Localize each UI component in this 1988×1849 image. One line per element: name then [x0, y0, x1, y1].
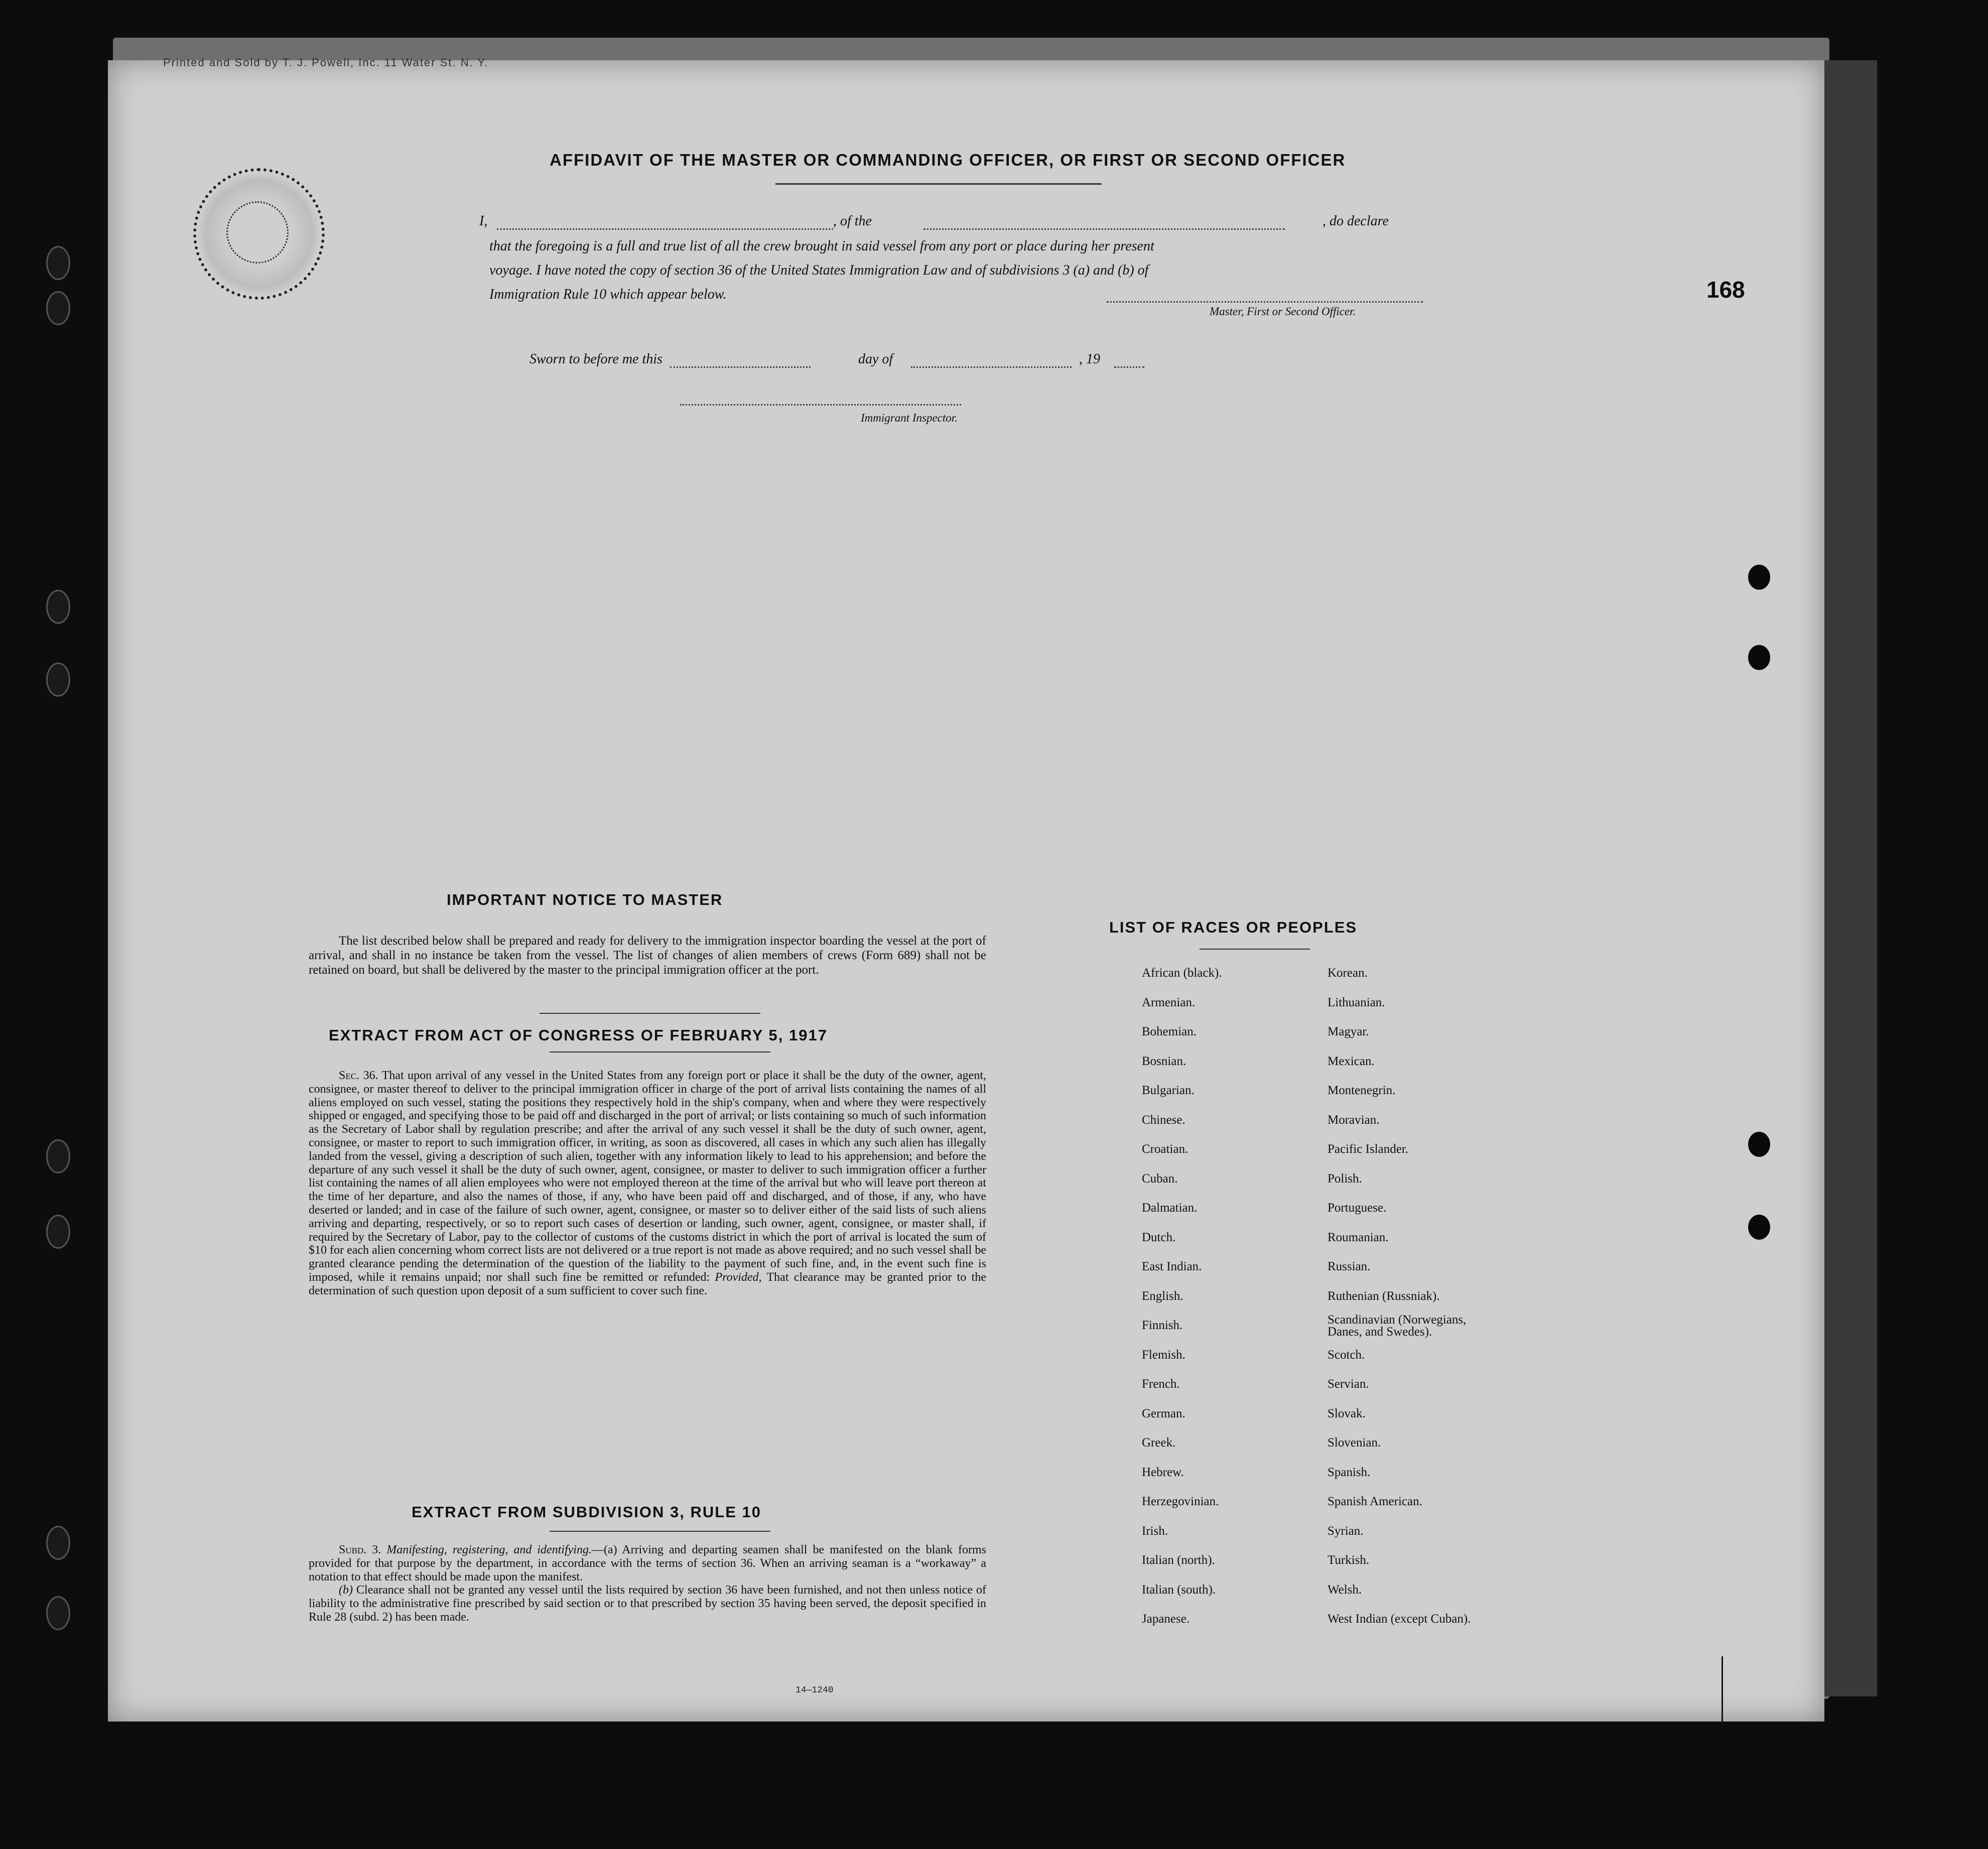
inspector-caption: Immigrant Inspector. — [861, 412, 958, 424]
race-entry: Magyar. — [1328, 1025, 1369, 1038]
race-entry: Moravian. — [1328, 1113, 1380, 1127]
bleed-through-row: ⠀ — [228, 434, 241, 453]
race-entry: Russian. — [1328, 1260, 1371, 1273]
affidavit-line-3: voyage. I have noted the copy of section 36 of the United States Immigration Law and of subdivisions 3 (a) and (b) of — [489, 262, 1149, 278]
affidavit-line-2: that the foregoing is a full and true list of all the crew brought in said vessel from any port or place during her present — [489, 238, 1154, 254]
race-entry: West Indian (except Cuban). — [1328, 1612, 1471, 1626]
race-entry: Dalmatian. — [1142, 1201, 1198, 1215]
signature-blank — [1107, 301, 1423, 303]
race-entry: Italian (north). — [1142, 1553, 1215, 1567]
name-blank — [497, 228, 833, 230]
race-entry: Montenegrin. — [1328, 1084, 1396, 1097]
year-prefix: , 19 — [1079, 351, 1100, 367]
subd-para-b: Clearance shall not be granted any vessel until the lists required by section 36 have been furnished, and not then unless notice of liability to the administrative fine prescribed by said section or to that prescribed by section 35 having been served, the deposit specified in Rule 28 (subd. 2) has been made. — [309, 1583, 986, 1624]
race-entry: Lithuanian. — [1328, 995, 1385, 1009]
binder-rivet — [46, 590, 70, 624]
races-rule — [1200, 949, 1310, 950]
race-entry: African (black). — [1142, 966, 1222, 980]
affidavit-line-4: Immigration Rule 10 which appear below. — [489, 287, 727, 302]
subd-heading: Manifesting, registering, and identifying. — [386, 1543, 592, 1556]
races-column-2 — [1328, 959, 1498, 1634]
race-entry: English. — [1142, 1289, 1183, 1303]
page-number: 168 — [1706, 277, 1745, 303]
extract-rule-title: EXTRACT FROM SUBDIVISION 3, RULE 10 — [412, 1503, 761, 1521]
binder-rivet — [46, 1526, 70, 1560]
race-entry: Scotch. — [1328, 1348, 1365, 1362]
race-entry: Croatian. — [1142, 1142, 1188, 1156]
race-entry: Mexican. — [1328, 1054, 1375, 1068]
race-entry: Italian (south). — [1142, 1582, 1216, 1597]
race-entry: Servian. — [1328, 1377, 1369, 1391]
proviso-label: Provided, — [715, 1270, 762, 1284]
race-entry: German. — [1142, 1406, 1185, 1420]
affidavit-i: I, — [479, 213, 488, 229]
punch-hole — [1748, 1215, 1770, 1240]
sworn-day-blank — [670, 366, 811, 368]
sworn-text: Sworn to before me this — [529, 351, 662, 367]
extract-rule-rule — [550, 1531, 770, 1532]
vessel-blank — [923, 228, 1285, 230]
race-entry: Korean. — [1328, 966, 1368, 980]
extract-act-body — [309, 1069, 986, 1298]
para-b-label: (b) — [339, 1583, 353, 1597]
notice-text: The list described below shall be prepared and ready for delivery to the immigration inspector boarding the vessel at the port of arrival, and shall in no instance be taken from the vessel. The list of changes of alien members of crews (Form 689) shall not be retained on board, but shall be delivered by the master to the principal immigration officer at the port. — [309, 934, 986, 977]
extract-act-rule — [550, 1051, 770, 1052]
seal-center — [226, 201, 289, 263]
notice-title: IMPORTANT NOTICE TO MASTER — [447, 891, 723, 908]
races-title: LIST OF RACES OR PEOPLES — [1109, 918, 1358, 936]
race-entry: Scandinavian (Norwegians, Danes, and Swedes). — [1328, 1313, 1467, 1339]
race-entry: Portuguese. — [1328, 1201, 1387, 1215]
sworn-month-blank — [911, 366, 1072, 368]
race-entry: Spanish American. — [1328, 1495, 1422, 1508]
punch-hole — [1748, 1132, 1770, 1157]
race-entry: Japanese. — [1142, 1612, 1190, 1626]
race-entry: Welsh. — [1328, 1582, 1362, 1597]
title-rule — [775, 183, 1102, 185]
sec-36-text: That upon arrival of any vessel in the United States from any foreign port or place it shall be the duty of the owner, agent, consignee, or master thereof to deliver to the principal immigration officer in charge of the port of arrival lists containing the names of all aliens employed on such vessel, stating the positions they respectively hold in the ship's company, when and where they were respectively shipped or engaged, and specifying those to be paid off and discharged in the port of arrival; or lists containing so much of such information as the Secretary of Labor shall by regulation prescribe; and after the arrival of any such vessel it shall be the duty of such owner, agent, consignee, or master to report to such immigration officer, in writing, as soon as discovered, all cases in which any such alien has illegally landed from the vessel, giving a description of such alien, together with any information likely to lead to his apprehension; and before the departure of any such vessel it shall be the duty of such owner, agent, consignee, or master to deliver to such immigration officer a further list containing the names of all alien employees who were not employed thereon at the time of the arrival but who will leave port thereon at the time of her departure, and also the names of those, if any, who have been paid off and discharged, and of those, if any, who have deserted or landed; and in case of the failure of such owner, agent, consignee, or master so to deliver either of the said lists of such aliens arriving and departing, respectively, or so to report such cases of desertion or landing, such owner, agent, consignee, or master shall, if required by the Secretary of Labor, pay to the collector of customs of the customs district in which the port of arrival is located the sum of $10 for each alien concerning whom correct lists are not delivered or a true report is not made as above required; and no such vessel shall be granted clearance pending the determination of the question of the liability to the payment of such fine, and, in the event such fine is imposed, while it remains unpaid; nor shall such fine be remitted or refunded: — [309, 1069, 987, 1284]
notice-rule — [540, 1013, 760, 1014]
race-entry: Bosnian. — [1142, 1054, 1186, 1068]
race-entry: Roumanian. — [1328, 1230, 1389, 1244]
race-entry: Syrian. — [1328, 1524, 1364, 1538]
binder-rivet — [46, 1215, 70, 1249]
binder-rivet — [46, 1139, 70, 1173]
proviso-text: That clearance may be granted prior to the determination of such question upon deposit of a sum sufficient to cover such fine. — [309, 1270, 986, 1297]
official-seal — [193, 168, 325, 300]
race-entry: Chinese. — [1142, 1113, 1185, 1127]
subd-para-a: —(a) Arriving and departing seamen shall be manifested on the blank forms provided for that purpose by the department, in accordance with the terms of section 36. When an arriving seaman is a “workaway” a notation to that effect should be made upon the manifest. — [309, 1543, 986, 1583]
race-entry: Cuban. — [1142, 1171, 1178, 1185]
race-entry: Pacific Islander. — [1328, 1142, 1409, 1156]
printer-line: Printed and Sold by T. J. Powell, Inc. 11 Water St. N. Y. — [163, 56, 489, 69]
race-entry: Flemish. — [1142, 1348, 1185, 1362]
race-entry: Dutch. — [1142, 1230, 1176, 1244]
punch-hole — [1748, 645, 1770, 670]
race-entry: Bohemian. — [1142, 1025, 1197, 1038]
race-entry: Herzegovinian. — [1142, 1495, 1219, 1508]
inspector-blank — [680, 404, 961, 406]
race-entry: Ruthenian (Russniak). — [1328, 1289, 1440, 1303]
race-entry: Greek. — [1142, 1436, 1176, 1449]
binder-rivet — [46, 663, 70, 697]
subd-label: Subd. 3. — [339, 1543, 381, 1556]
race-entry: Slovenian. — [1328, 1436, 1381, 1449]
binder-rivet — [46, 291, 70, 325]
affidavit-title: AFFIDAVIT OF THE MASTER OR COMMANDING OFFICER, OR FIRST OR SECOND OFFICER — [550, 151, 1346, 169]
sec-label: Sec. 36. — [339, 1069, 378, 1082]
binder-rivet — [46, 1596, 70, 1630]
race-entry: Turkish. — [1328, 1553, 1370, 1567]
punch-hole — [1748, 565, 1770, 590]
affidavit-declare: , do declare — [1322, 213, 1389, 229]
race-entry: East Indian. — [1142, 1260, 1202, 1273]
sworn-year-blank — [1114, 366, 1144, 368]
signature-caption: Master, First or Second Officer. — [1210, 305, 1356, 318]
race-entry: French. — [1142, 1377, 1180, 1391]
race-entry: Spanish. — [1328, 1465, 1371, 1479]
notice-body — [309, 934, 986, 977]
race-entry: Bulgarian. — [1142, 1084, 1195, 1097]
race-entry: Finnish. — [1142, 1318, 1183, 1332]
affidavit-of-the: , of the — [833, 213, 872, 229]
form-number: 14—1240 — [796, 1685, 834, 1695]
race-entry: Armenian. — [1142, 995, 1196, 1009]
document-page — [108, 56, 1824, 1722]
race-entry: Irish. — [1142, 1524, 1168, 1538]
races-column-1 — [1142, 959, 1222, 1634]
race-entry: Polish. — [1328, 1171, 1362, 1185]
extract-rule-body — [309, 1543, 986, 1624]
day-of-text: day of — [858, 351, 893, 367]
race-entry: Slovak. — [1328, 1406, 1366, 1420]
extract-act-title: EXTRACT FROM ACT OF CONGRESS OF FEBRUARY 5, 1917 — [329, 1026, 828, 1044]
margin-tick-mark — [1721, 1656, 1723, 1727]
race-entry: Hebrew. — [1142, 1465, 1184, 1479]
binder-rivet — [46, 246, 70, 280]
